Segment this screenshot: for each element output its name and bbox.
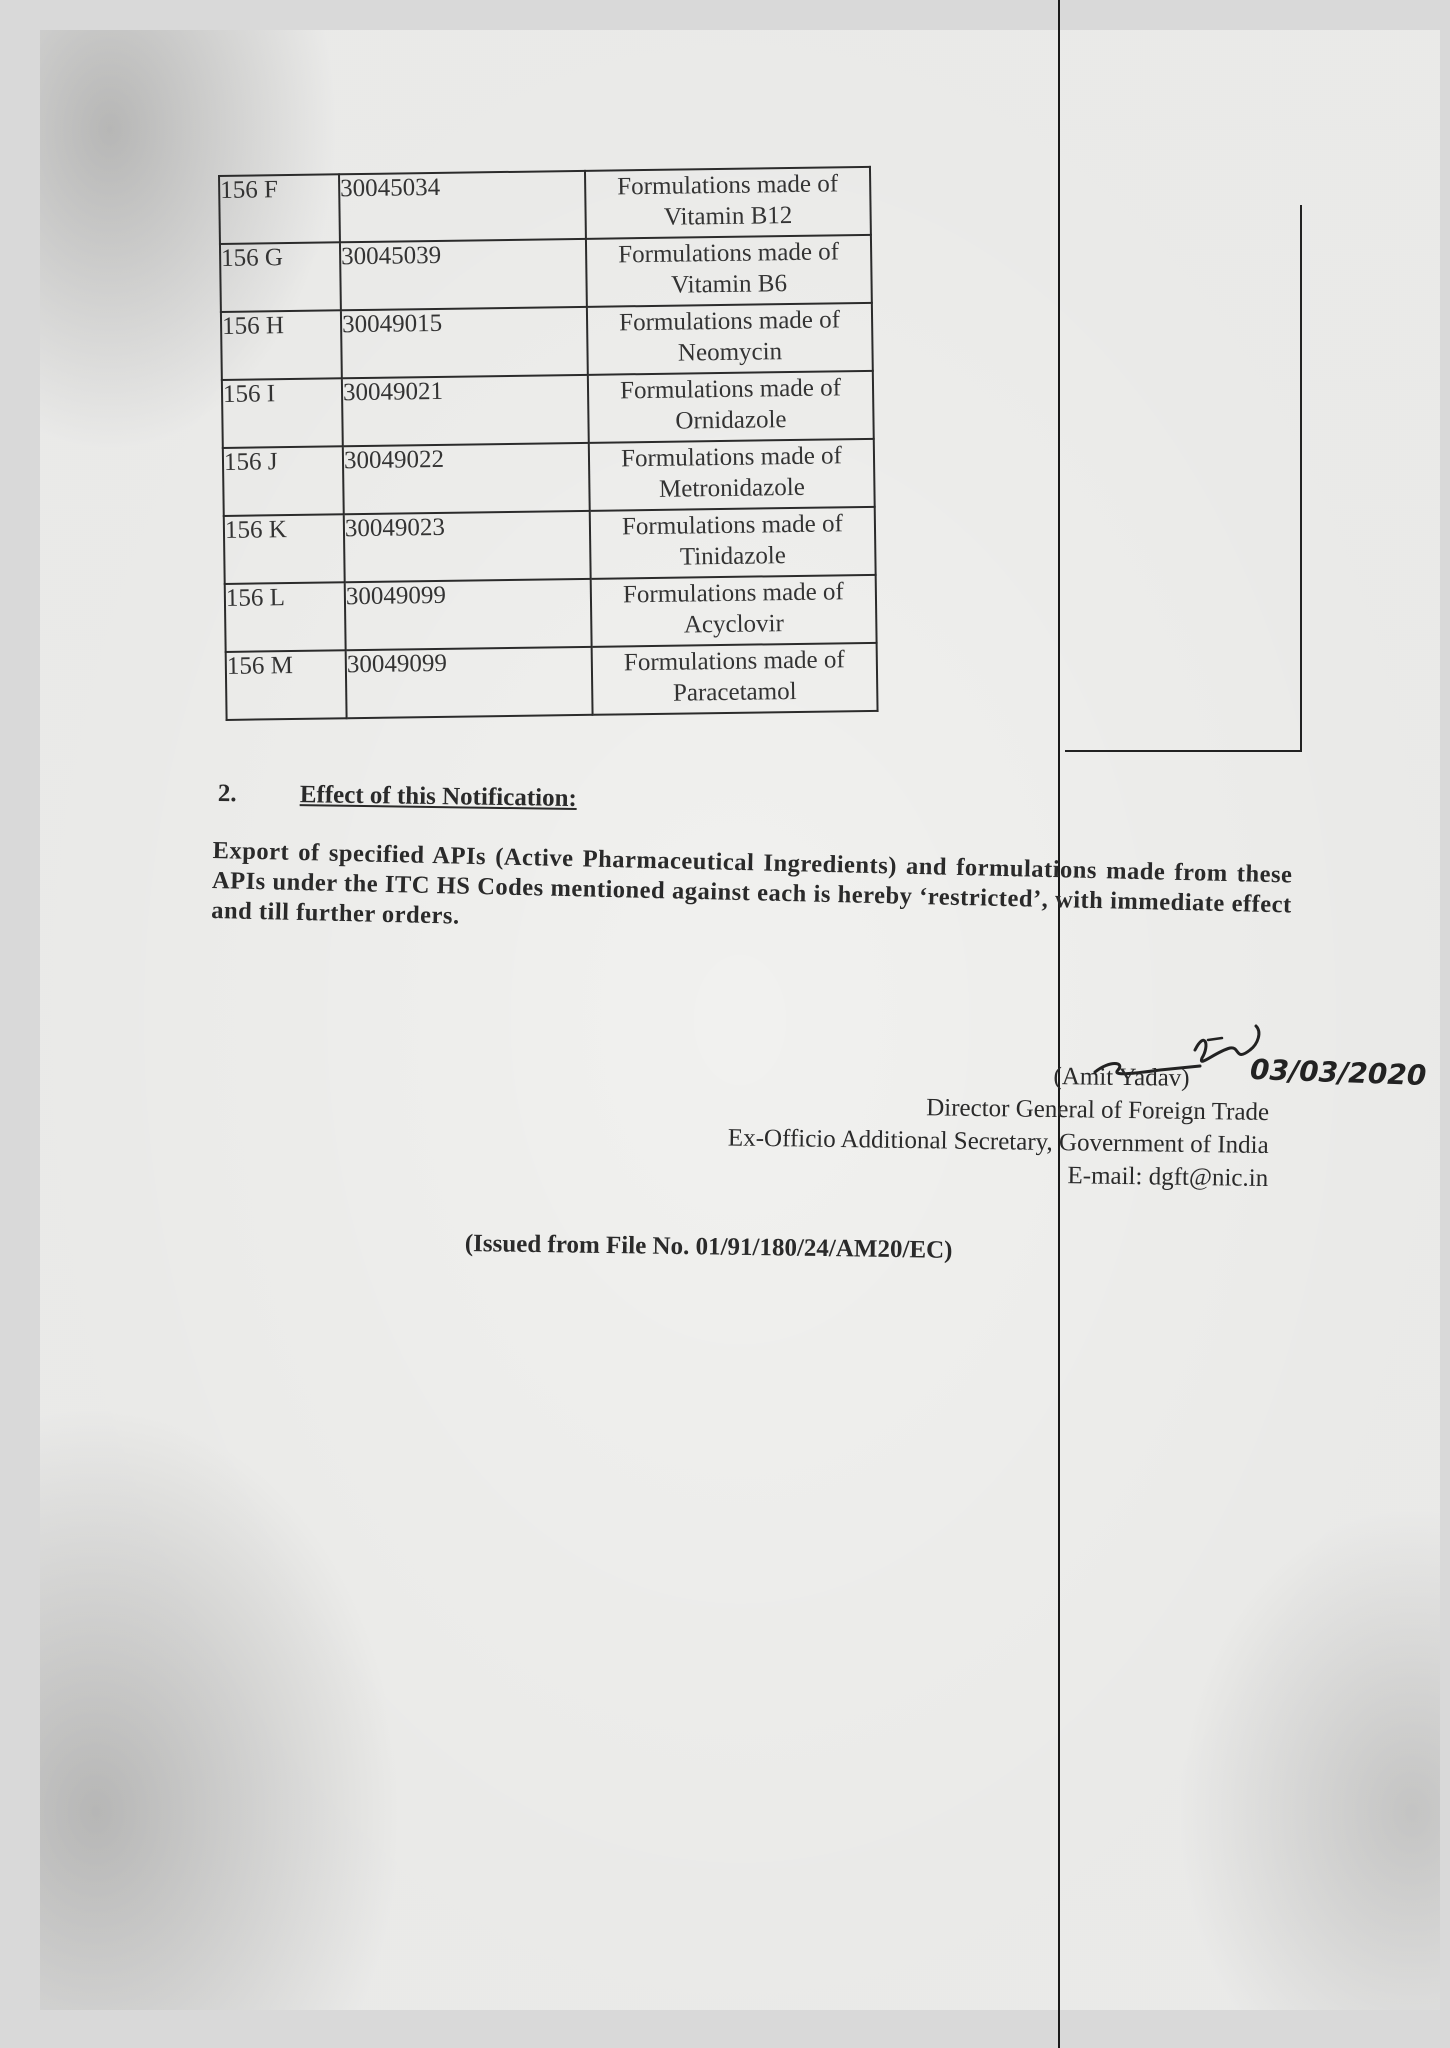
description bbox=[586, 235, 872, 307]
serial-number: 156 I bbox=[222, 378, 343, 448]
table-row bbox=[221, 303, 873, 380]
description bbox=[589, 439, 875, 511]
description bbox=[591, 575, 877, 647]
description-line-1: Formulations made of bbox=[622, 578, 844, 609]
itc-hs-code: 30049099 bbox=[346, 647, 593, 718]
serial-number: 156 K bbox=[224, 514, 345, 584]
handwritten-date: 03/03/2020 bbox=[1249, 1052, 1427, 1093]
table-column-frame bbox=[1065, 205, 1302, 752]
description-line-1: Formulations made of bbox=[620, 442, 843, 473]
signatory-email: E-mail: dgft@nic.in bbox=[1067, 1162, 1269, 1192]
table-row bbox=[219, 167, 871, 244]
signatory-block bbox=[727, 1055, 1270, 1195]
description-line-1: Formulations made of bbox=[617, 170, 839, 201]
description bbox=[587, 303, 873, 375]
table-row bbox=[220, 235, 872, 312]
description bbox=[588, 371, 874, 443]
section-heading bbox=[218, 780, 577, 813]
description-line-1: Formulations made of bbox=[623, 646, 845, 677]
description-line-2: Metronidazole bbox=[658, 473, 805, 503]
description-line-2: Neomycin bbox=[677, 338, 783, 367]
table-row bbox=[224, 507, 876, 584]
itc-hs-code: 30049099 bbox=[345, 579, 592, 650]
description-line-2: Vitamin B12 bbox=[663, 201, 793, 231]
description-line-1: Formulations made of bbox=[619, 374, 842, 405]
signatory-subtitle: Ex-Officio Additional Secretary, Government of India bbox=[727, 1124, 1270, 1159]
table-row bbox=[223, 439, 875, 516]
hs-codes-table-wrapper bbox=[218, 166, 879, 721]
notification-paragraph: Export of specified APIs (Active Pharmaceutical Ingredients) and formulations made from these APIs under the ITC HS Codes mentioned against each is hereby ‘restricted’, with immediate effect and till further orders. bbox=[211, 836, 1293, 930]
serial-number: 156 L bbox=[225, 582, 346, 652]
description-line-1: Formulations made of bbox=[619, 306, 841, 337]
serial-number: 156 G bbox=[220, 242, 341, 312]
description bbox=[585, 167, 871, 239]
fold-line bbox=[1058, 0, 1060, 2048]
table-row bbox=[226, 643, 878, 720]
description-line-2: Paracetamol bbox=[672, 677, 797, 707]
description bbox=[590, 507, 876, 579]
itc-hs-code: 30045039 bbox=[340, 239, 587, 310]
table-row bbox=[222, 371, 874, 448]
signatory-title: Director General of Foreign Trade bbox=[926, 1094, 1270, 1126]
description-line-1: Formulations made of bbox=[618, 238, 840, 269]
description bbox=[592, 643, 878, 715]
description-line-2: Tinidazole bbox=[679, 542, 787, 571]
signatory-name: (Amit Yadav) bbox=[1053, 1062, 1190, 1092]
issued-file-number: (Issued from File No. 01/91/180/24/AM20/EC) bbox=[464, 1230, 953, 1264]
serial-number: 156 M bbox=[226, 650, 347, 720]
serial-number: 156 H bbox=[221, 310, 342, 380]
table-row bbox=[225, 575, 877, 652]
itc-hs-code: 30049021 bbox=[342, 375, 589, 446]
itc-hs-code: 30049022 bbox=[343, 443, 590, 514]
itc-hs-code: 30049023 bbox=[344, 511, 591, 582]
itc-hs-code: 30045034 bbox=[339, 171, 586, 242]
description-line-2: Ornidazole bbox=[675, 406, 787, 435]
section-title: Effect of this Notification: bbox=[299, 781, 577, 813]
hs-codes-table bbox=[218, 166, 879, 721]
itc-hs-code: 30049015 bbox=[341, 307, 588, 378]
description-line-2: Vitamin B6 bbox=[670, 270, 788, 299]
description-line-1: Formulations made of bbox=[621, 510, 844, 541]
section-number: 2. bbox=[217, 780, 237, 808]
table-body bbox=[219, 167, 878, 720]
serial-number: 156 F bbox=[219, 174, 340, 244]
serial-number: 156 J bbox=[223, 446, 344, 516]
description-line-2: Acyclovir bbox=[683, 610, 784, 639]
